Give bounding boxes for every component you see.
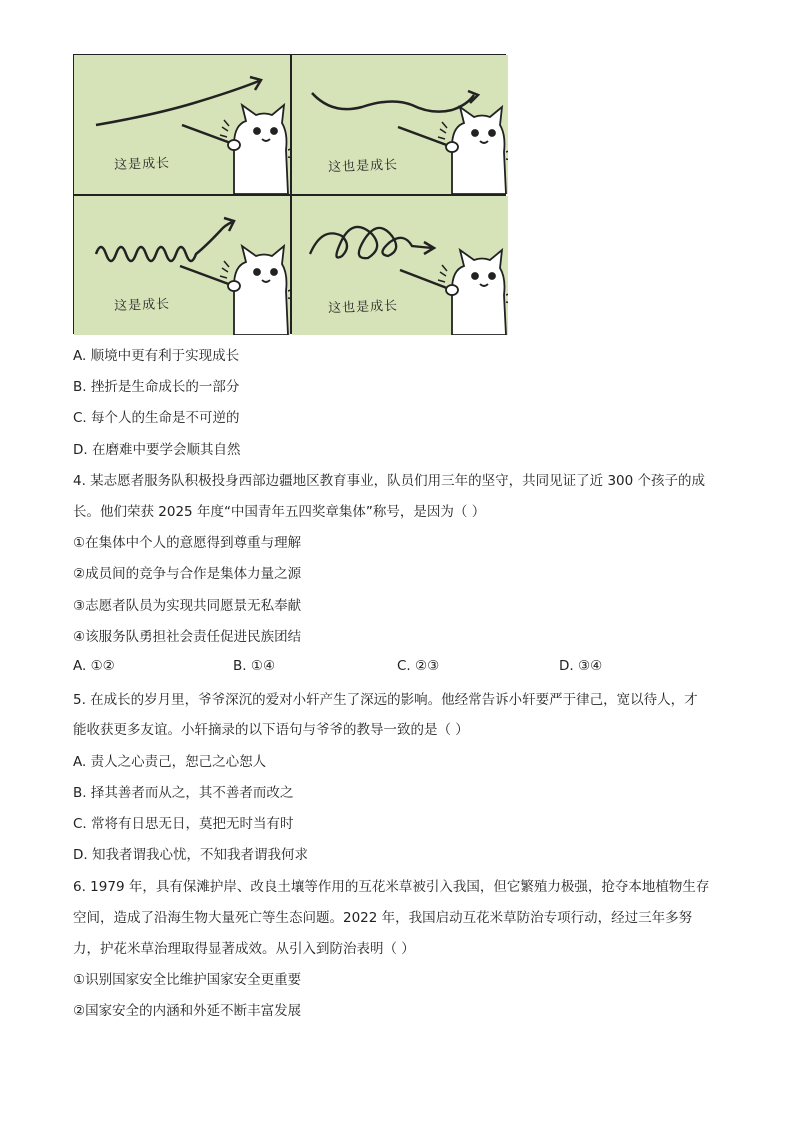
growth-curve-rising-arc bbox=[96, 81, 259, 125]
q3-option-d: D. 在磨难中要学会顺其自然 bbox=[73, 442, 241, 458]
q5-option-b: B. 择其善者而从之，其不善者而改之 bbox=[73, 785, 294, 801]
comic-panel-4 bbox=[292, 196, 508, 335]
pointer-stick bbox=[400, 270, 452, 290]
comic-panel-3 bbox=[74, 196, 290, 335]
q6-stem-line1: 6. 1979 年，具有保滩护岸、改良土壤等作用的互花米草被引入我国，但它繁殖力极强，抢夺本地植物生存 bbox=[73, 879, 710, 895]
cat-teacher bbox=[228, 246, 288, 335]
cat-teacher bbox=[446, 107, 506, 194]
q6-statement-1: ①识别国家安全比维护国家安全更重要 bbox=[73, 972, 302, 988]
cat-teacher bbox=[446, 250, 506, 335]
panel-1-caption: 这是成长 bbox=[113, 156, 171, 173]
pointer-stick bbox=[398, 127, 452, 147]
q4-statement-3: ③志愿者队员为实现共同愿景无私奉献 bbox=[73, 598, 302, 614]
q3-option-a: A. 顺境中更有利于实现成长 bbox=[73, 348, 240, 364]
pointer-stick bbox=[182, 125, 236, 145]
q4-statement-2: ②成员间的竞争与合作是集体力量之源 bbox=[73, 566, 302, 582]
q3-option-c: C. 每个人的生命是不可逆的 bbox=[73, 410, 240, 426]
growth-curve-tangled-loop bbox=[310, 227, 432, 258]
q5-option-a: A. 责人之心责己，恕己之心恕人 bbox=[73, 754, 267, 770]
q6-stem-line3: 力，护花米草治理取得显著成效。从引入到防治表明（ ） bbox=[73, 941, 415, 957]
q3-option-b: B. 挫折是生命成长的一部分 bbox=[73, 379, 240, 395]
panel-3-caption: 这是成长 bbox=[113, 297, 171, 314]
q4-choice-d: D. ③④ bbox=[559, 658, 603, 674]
q5-stem-line1: 5. 在成长的岁月里，爷爷深沉的爱对小轩产生了深远的影响。他经常告诉小轩要严于律己，宽以待人，才 bbox=[73, 692, 698, 708]
panel-2-caption: 这也是成长 bbox=[327, 157, 399, 176]
q6-statement-2: ②国家安全的内涵和外延不断丰富发展 bbox=[73, 1003, 302, 1019]
q5-stem-line2: 能收获更多友谊。小轩摘录的以下语句与爷爷的教导一致的是（ ） bbox=[73, 722, 469, 738]
comic-figure bbox=[73, 54, 506, 334]
q5-option-c: C. 常将有日思无日，莫把无时当有时 bbox=[73, 816, 294, 832]
q4-statement-4: ④该服务队勇担社会责任促进民族团结 bbox=[73, 629, 302, 645]
q4-choice-c: C. ②③ bbox=[397, 658, 440, 674]
panel-1-drawing bbox=[74, 55, 290, 194]
panel-4-caption: 这也是成长 bbox=[327, 298, 399, 317]
growth-curve-wave bbox=[312, 93, 474, 112]
panel-2-drawing bbox=[292, 55, 508, 194]
q4-statement-1: ①在集体中个人的意愿得到尊重与理解 bbox=[73, 535, 302, 551]
cat-teacher bbox=[228, 105, 288, 194]
q4-stem-line2: 长。他们荣获 2025 年度“中国青年五四奖章集体”称号，是因为（ ） bbox=[73, 504, 486, 520]
q4-choice-b: B. ①④ bbox=[233, 658, 276, 674]
panel-4-drawing bbox=[292, 196, 508, 335]
panel-3-drawing bbox=[74, 196, 290, 335]
q4-stem-line1: 4. 某志愿者服务队积极投身西部边疆地区教育事业，队员们用三年的坚守，共同见证了近 300 个孩子的成 bbox=[73, 473, 706, 489]
q4-choices bbox=[73, 658, 673, 680]
comic-panel-1 bbox=[74, 55, 290, 194]
growth-curve-rising-zigzag bbox=[96, 222, 232, 261]
comic-panel-2 bbox=[292, 55, 508, 194]
q4-choice-a: A. ①② bbox=[73, 658, 115, 674]
q6-stem-line2: 空间，造成了沿海生物大量死亡等生态问题。2022 年，我国启动互花米草防治专项行动，经过三年多努 bbox=[73, 910, 693, 926]
q5-option-d: D. 知我者谓我心忧，不知我者谓我何求 bbox=[73, 847, 308, 863]
pointer-stick bbox=[180, 266, 234, 286]
